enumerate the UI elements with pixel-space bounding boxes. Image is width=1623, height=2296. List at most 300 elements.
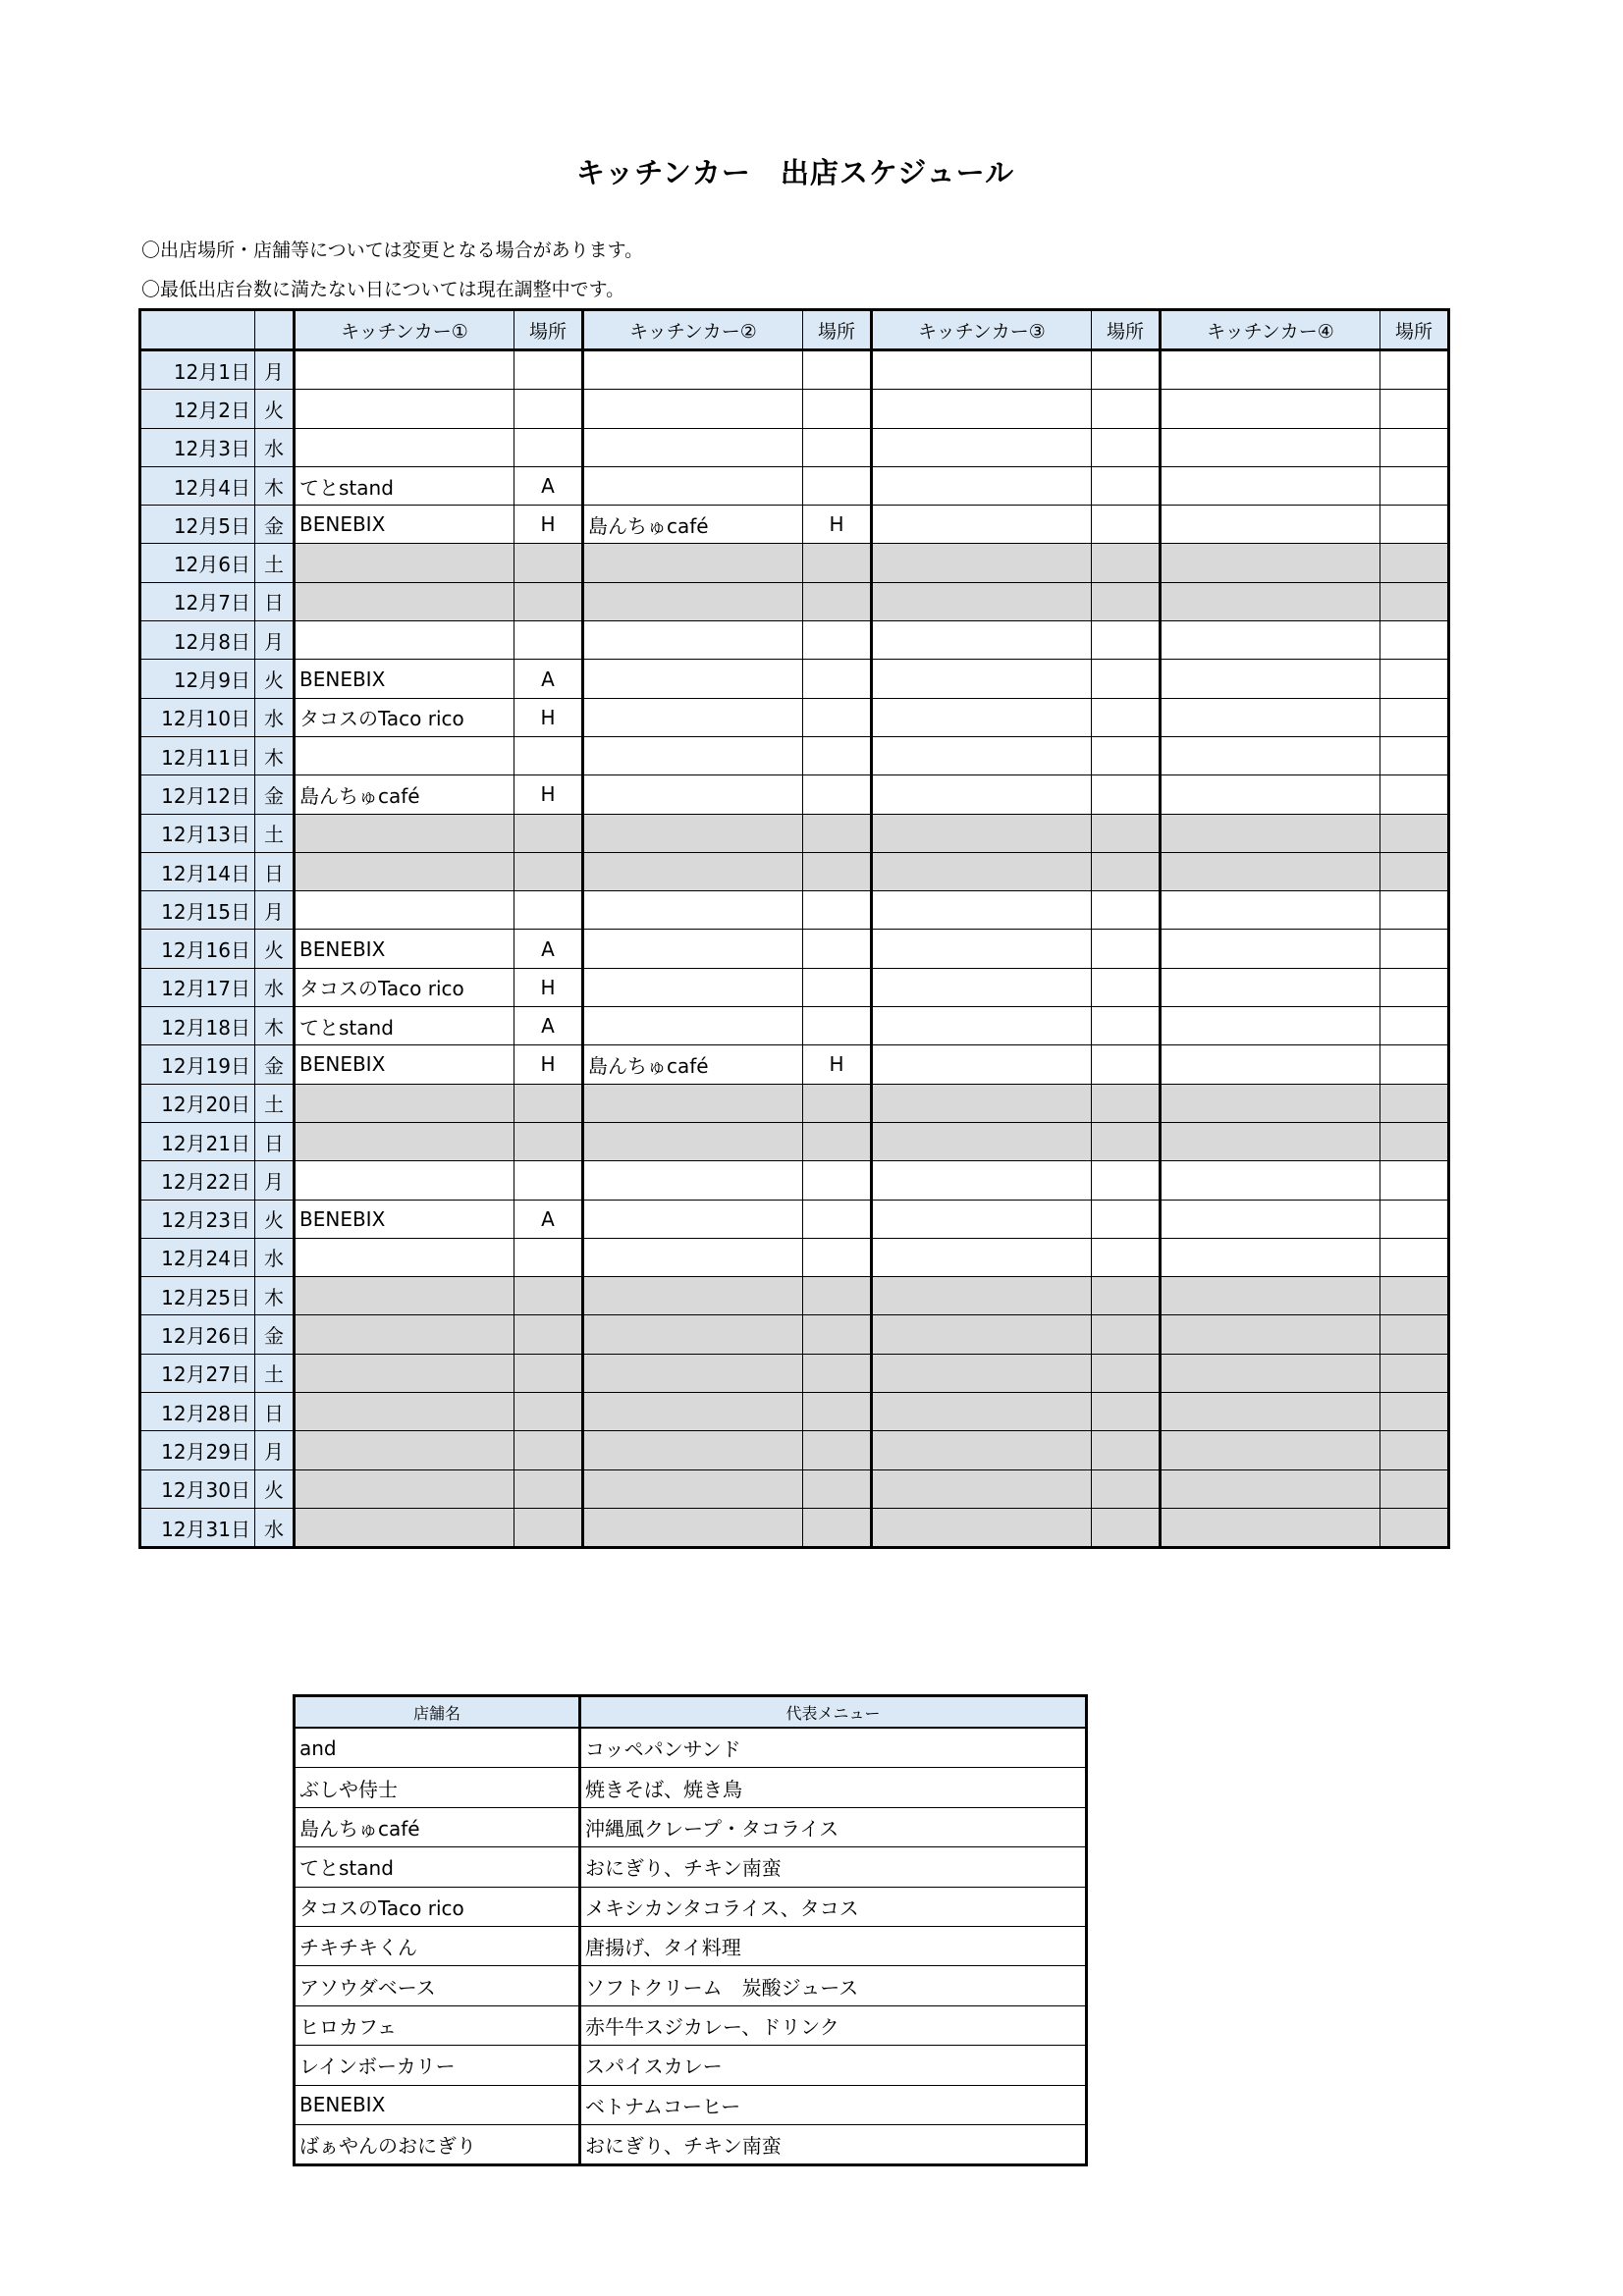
car1-store-cell: BENEBIX [295, 660, 514, 698]
schedule-row [140, 1277, 1449, 1315]
car2-place-cell [803, 350, 872, 390]
car4-place-cell [1380, 582, 1449, 620]
car1-store-cell [295, 1315, 514, 1354]
car4-place-cell [1380, 1393, 1449, 1431]
date-cell: 12月16日 [140, 930, 255, 968]
car3-place-cell [1092, 506, 1161, 544]
car4-store-cell [1161, 698, 1380, 736]
car2-store-cell: 島んちゅcafé [583, 506, 803, 544]
store-row [295, 1926, 1087, 1965]
car4-place-cell [1380, 1469, 1449, 1508]
car2-place-cell [803, 852, 872, 890]
car2-store-cell [583, 1354, 803, 1392]
car1-place-cell: H [514, 506, 583, 544]
store-menu-cell: 焼きそば、焼き鳥 [580, 1768, 1087, 1807]
car4-store-cell [1161, 582, 1380, 620]
car3-place-cell [1092, 1354, 1161, 1392]
car3-place-cell [1092, 350, 1161, 390]
weekday-cell: 日 [255, 1122, 295, 1160]
car3-place-cell [1092, 660, 1161, 698]
schedule-row [140, 660, 1449, 698]
car2-place-cell [803, 1315, 872, 1354]
car1-store-cell [295, 350, 514, 390]
car3-store-cell [872, 775, 1092, 814]
car3-store-cell [872, 736, 1092, 774]
car2-place-cell [803, 1007, 872, 1045]
weekday-cell: 日 [255, 852, 295, 890]
car1-place-cell [514, 1238, 583, 1276]
schedule-row [140, 1084, 1449, 1122]
car4-store-cell [1161, 1508, 1380, 1547]
car4-place-cell [1380, 930, 1449, 968]
car3-store-cell [872, 814, 1092, 852]
car1-store-cell: てとstand [295, 466, 514, 505]
page-title: キッチンカー 出店スケジュール [575, 156, 1015, 189]
date-cell: 12月31日 [140, 1508, 255, 1547]
weekday-cell: 木 [255, 466, 295, 505]
schedule-row [140, 621, 1449, 660]
store-row [295, 2046, 1087, 2085]
car2-store-cell [583, 1238, 803, 1276]
date-cell: 12月17日 [140, 968, 255, 1006]
store-name-cell: and [295, 1728, 580, 1768]
weekday-cell: 火 [255, 390, 295, 428]
schedule-table [138, 308, 1450, 1549]
date-cell: 12月25日 [140, 1277, 255, 1315]
store-name-cell: チキチキくん [295, 1926, 580, 1965]
car1-place-cell: A [514, 930, 583, 968]
car3-store-cell [872, 506, 1092, 544]
car1-store-cell [295, 1238, 514, 1276]
car2-store-cell: 島んちゅcafé [583, 1045, 803, 1084]
schedule-row [140, 1508, 1449, 1547]
car4-place-cell [1380, 1045, 1449, 1084]
car3-place-cell [1092, 930, 1161, 968]
car2-place-cell [803, 1354, 872, 1392]
car1-store-cell: BENEBIX [295, 1045, 514, 1084]
store-row [295, 1728, 1087, 1768]
car2-place-cell [803, 1200, 872, 1238]
car1-store-cell: 島んちゅcafé [295, 775, 514, 814]
car1-store-cell [295, 544, 514, 582]
weekday-cell: 水 [255, 1238, 295, 1276]
weekday-cell: 金 [255, 1045, 295, 1084]
header-car2: キッチンカー② [583, 310, 803, 350]
weekday-cell: 土 [255, 1084, 295, 1122]
car3-store-cell [872, 1469, 1092, 1508]
car4-place-cell [1380, 350, 1449, 390]
date-cell: 12月13日 [140, 814, 255, 852]
car1-store-cell [295, 390, 514, 428]
date-cell: 12月27日 [140, 1354, 255, 1392]
weekday-cell: 火 [255, 930, 295, 968]
weekday-cell: 水 [255, 698, 295, 736]
schedule-row [140, 582, 1449, 620]
car2-place-cell [803, 1393, 872, 1431]
car4-store-cell [1161, 1161, 1380, 1200]
car3-store-cell [872, 390, 1092, 428]
store-menu-cell: おにぎり、チキン南蛮 [580, 2124, 1087, 2164]
car4-place-cell [1380, 1508, 1449, 1547]
car1-store-cell [295, 621, 514, 660]
schedule-row [140, 891, 1449, 930]
header-car1: キッチンカー① [295, 310, 514, 350]
car4-place-cell [1380, 506, 1449, 544]
car1-place-cell [514, 390, 583, 428]
car4-store-cell [1161, 891, 1380, 930]
car2-store-cell [583, 1469, 803, 1508]
car2-store-cell [583, 466, 803, 505]
header-place2: 場所 [803, 310, 872, 350]
weekday-cell: 木 [255, 1277, 295, 1315]
car3-place-cell [1092, 1045, 1161, 1084]
note-location-change: 〇出店場所・店舗等については変更となる場合があります。 [141, 240, 644, 261]
schedule-row [140, 350, 1449, 390]
car1-store-cell [295, 1393, 514, 1431]
schedule-row [140, 466, 1449, 505]
car1-store-cell: てとstand [295, 1007, 514, 1045]
car4-store-cell [1161, 660, 1380, 698]
schedule-header-row [140, 310, 1449, 350]
car2-store-cell [583, 350, 803, 390]
date-cell: 12月1日 [140, 350, 255, 390]
date-cell: 12月5日 [140, 506, 255, 544]
schedule-row [140, 968, 1449, 1006]
car4-store-cell [1161, 736, 1380, 774]
date-cell: 12月22日 [140, 1161, 255, 1200]
car2-store-cell [583, 1431, 803, 1469]
car3-place-cell [1092, 1238, 1161, 1276]
car3-store-cell [872, 852, 1092, 890]
car1-place-cell: H [514, 775, 583, 814]
schedule-row [140, 1161, 1449, 1200]
car3-place-cell [1092, 1161, 1161, 1200]
car3-place-cell [1092, 1200, 1161, 1238]
car1-place-cell: H [514, 1045, 583, 1084]
car2-store-cell [583, 968, 803, 1006]
store-name-cell: レインボーカリー [295, 2046, 580, 2085]
car3-place-cell [1092, 891, 1161, 930]
car3-place-cell [1092, 1007, 1161, 1045]
store-menu-cell: スパイスカレー [580, 2046, 1087, 2085]
car1-place-cell [514, 1431, 583, 1469]
store-name-cell: ぶしや侍士 [295, 1768, 580, 1807]
car1-store-cell [295, 1431, 514, 1469]
store-menu-cell: 唐揚げ、タイ料理 [580, 1926, 1087, 1965]
car1-store-cell [295, 1161, 514, 1200]
car3-store-cell [872, 660, 1092, 698]
schedule-row [140, 1315, 1449, 1354]
car4-place-cell [1380, 428, 1449, 466]
date-cell: 12月23日 [140, 1200, 255, 1238]
car2-place-cell [803, 660, 872, 698]
car2-store-cell [583, 852, 803, 890]
car4-place-cell [1380, 1007, 1449, 1045]
store-row [295, 1847, 1087, 1887]
car2-place-cell [803, 544, 872, 582]
car1-store-cell [295, 1084, 514, 1122]
car2-store-cell [583, 698, 803, 736]
weekday-cell: 火 [255, 1200, 295, 1238]
date-cell: 12月24日 [140, 1238, 255, 1276]
weekday-cell: 日 [255, 582, 295, 620]
car2-store-cell [583, 621, 803, 660]
car1-store-cell [295, 582, 514, 620]
car4-store-cell [1161, 506, 1380, 544]
store-name-cell: アソウダベース [295, 1966, 580, 2005]
car2-store-cell [583, 1315, 803, 1354]
car4-place-cell [1380, 852, 1449, 890]
weekday-cell: 土 [255, 1354, 295, 1392]
car3-store-cell [872, 968, 1092, 1006]
car1-place-cell [514, 1469, 583, 1508]
car4-place-cell [1380, 621, 1449, 660]
store-menu-cell: ベトナムコーヒー [580, 2085, 1087, 2124]
store-row [295, 2085, 1087, 2124]
store-name-cell: BENEBIX [295, 2085, 580, 2124]
date-cell: 12月14日 [140, 852, 255, 890]
car3-place-cell [1092, 698, 1161, 736]
weekday-cell: 水 [255, 1508, 295, 1547]
car1-store-cell: BENEBIX [295, 930, 514, 968]
car3-store-cell [872, 891, 1092, 930]
car1-place-cell [514, 1122, 583, 1160]
car2-store-cell [583, 544, 803, 582]
car4-store-cell [1161, 852, 1380, 890]
car3-store-cell [872, 1161, 1092, 1200]
car3-place-cell [1092, 775, 1161, 814]
weekday-cell: 土 [255, 814, 295, 852]
note-minimum-cars: 〇最低出店台数に満たない日については現在調整中です。 [141, 279, 625, 300]
car3-store-cell [872, 428, 1092, 466]
car3-place-cell [1092, 428, 1161, 466]
car3-place-cell [1092, 621, 1161, 660]
car4-store-cell [1161, 1007, 1380, 1045]
store-menu-cell: メキシカンタコライス、タコス [580, 1887, 1087, 1926]
car3-store-cell [872, 582, 1092, 620]
schedule-row [140, 390, 1449, 428]
weekday-cell: 木 [255, 1007, 295, 1045]
store-row [295, 1887, 1087, 1926]
car2-place-cell [803, 736, 872, 774]
car2-place-cell [803, 1084, 872, 1122]
car1-place-cell: A [514, 1200, 583, 1238]
date-cell: 12月3日 [140, 428, 255, 466]
header-store-name: 店舗名 [295, 1696, 580, 1729]
car2-place-cell: H [803, 1045, 872, 1084]
car3-place-cell [1092, 1315, 1161, 1354]
car2-place-cell [803, 814, 872, 852]
car2-store-cell [583, 1200, 803, 1238]
car2-place-cell [803, 1161, 872, 1200]
car3-store-cell [872, 1431, 1092, 1469]
car4-store-cell [1161, 1315, 1380, 1354]
car2-place-cell [803, 775, 872, 814]
car3-store-cell [872, 1277, 1092, 1315]
car1-store-cell [295, 1122, 514, 1160]
store-row [295, 1768, 1087, 1807]
car2-store-cell [583, 814, 803, 852]
store-name-cell: ばぁやんのおにぎり [295, 2124, 580, 2164]
header-car3: キッチンカー③ [872, 310, 1092, 350]
car2-place-cell [803, 1469, 872, 1508]
car2-place-cell [803, 621, 872, 660]
weekday-cell: 木 [255, 736, 295, 774]
car4-store-cell [1161, 1354, 1380, 1392]
car3-place-cell [1092, 582, 1161, 620]
car4-place-cell [1380, 466, 1449, 505]
car2-store-cell [583, 775, 803, 814]
car4-store-cell [1161, 1084, 1380, 1122]
car1-place-cell [514, 428, 583, 466]
car1-store-cell [295, 1469, 514, 1508]
car1-store-cell: タコスのTaco rico [295, 968, 514, 1006]
car4-store-cell [1161, 930, 1380, 968]
car4-store-cell [1161, 350, 1380, 390]
car4-place-cell [1380, 698, 1449, 736]
car1-store-cell [295, 1508, 514, 1547]
car3-store-cell [872, 1122, 1092, 1160]
header-place3: 場所 [1092, 310, 1161, 350]
car4-place-cell [1380, 1354, 1449, 1392]
car2-store-cell [583, 1508, 803, 1547]
car2-store-cell [583, 930, 803, 968]
car2-place-cell [803, 1238, 872, 1276]
car4-store-cell [1161, 1045, 1380, 1084]
car4-place-cell [1380, 968, 1449, 1006]
car4-place-cell [1380, 736, 1449, 774]
car1-place-cell [514, 1393, 583, 1431]
date-cell: 12月8日 [140, 621, 255, 660]
car4-place-cell [1380, 814, 1449, 852]
car1-store-cell [295, 1354, 514, 1392]
header-menu: 代表メニュー [580, 1696, 1087, 1729]
schedule-row [140, 428, 1449, 466]
car2-store-cell [583, 736, 803, 774]
car2-store-cell [583, 390, 803, 428]
car3-store-cell [872, 1315, 1092, 1354]
schedule-row [140, 775, 1449, 814]
car1-place-cell [514, 852, 583, 890]
date-cell: 12月29日 [140, 1431, 255, 1469]
schedule-row [140, 1007, 1449, 1045]
car1-store-cell [295, 1277, 514, 1315]
store-row [295, 1966, 1087, 2005]
car3-place-cell [1092, 390, 1161, 428]
car4-place-cell [1380, 390, 1449, 428]
weekday-cell: 水 [255, 968, 295, 1006]
car2-place-cell [803, 1431, 872, 1469]
car3-place-cell [1092, 544, 1161, 582]
car1-place-cell: A [514, 466, 583, 505]
car3-place-cell [1092, 1431, 1161, 1469]
car1-place-cell [514, 736, 583, 774]
date-cell: 12月4日 [140, 466, 255, 505]
car4-place-cell [1380, 1161, 1449, 1200]
car1-place-cell [514, 1354, 583, 1392]
weekday-cell: 土 [255, 544, 295, 582]
car2-store-cell [583, 1007, 803, 1045]
store-menu-cell: 赤牛牛スジカレー、ドリンク [580, 2005, 1087, 2045]
car3-place-cell [1092, 1508, 1161, 1547]
store-menu-cell: おにぎり、チキン南蛮 [580, 1847, 1087, 1887]
header-car4: キッチンカー④ [1161, 310, 1380, 350]
car1-place-cell: H [514, 698, 583, 736]
car2-place-cell [803, 891, 872, 930]
car1-place-cell [514, 621, 583, 660]
weekday-cell: 火 [255, 1469, 295, 1508]
car3-place-cell [1092, 1393, 1161, 1431]
store-menu-cell: 沖縄風クレープ・タコライス [580, 1807, 1087, 1846]
weekday-cell: 月 [255, 350, 295, 390]
car3-store-cell [872, 1393, 1092, 1431]
date-cell: 12月6日 [140, 544, 255, 582]
car4-store-cell [1161, 814, 1380, 852]
date-cell: 12月10日 [140, 698, 255, 736]
weekday-cell: 月 [255, 1161, 295, 1200]
car4-place-cell [1380, 1315, 1449, 1354]
store-row [295, 2124, 1087, 2164]
car3-store-cell [872, 1045, 1092, 1084]
schedule-row [140, 1238, 1449, 1276]
car3-place-cell [1092, 736, 1161, 774]
car3-store-cell [872, 1354, 1092, 1392]
car1-place-cell [514, 544, 583, 582]
car2-place-cell [803, 698, 872, 736]
car4-store-cell [1161, 1122, 1380, 1160]
weekday-cell: 火 [255, 660, 295, 698]
car4-place-cell [1380, 1122, 1449, 1160]
date-cell: 12月26日 [140, 1315, 255, 1354]
car1-place-cell [514, 1315, 583, 1354]
car1-place-cell [514, 350, 583, 390]
car2-store-cell [583, 660, 803, 698]
schedule-row [140, 506, 1449, 544]
car1-store-cell [295, 736, 514, 774]
car1-place-cell: A [514, 1007, 583, 1045]
car1-place-cell: A [514, 660, 583, 698]
car4-store-cell [1161, 968, 1380, 1006]
weekday-cell: 水 [255, 428, 295, 466]
car3-store-cell [872, 1238, 1092, 1276]
car4-place-cell [1380, 775, 1449, 814]
car1-store-cell [295, 891, 514, 930]
date-cell: 12月20日 [140, 1084, 255, 1122]
weekday-cell: 月 [255, 1431, 295, 1469]
weekday-cell: 月 [255, 891, 295, 930]
car4-place-cell [1380, 1431, 1449, 1469]
car2-place-cell [803, 466, 872, 505]
date-cell: 12月2日 [140, 390, 255, 428]
store-name-cell: 島んちゅcafé [295, 1807, 580, 1846]
car4-place-cell [1380, 1277, 1449, 1315]
car2-place-cell [803, 930, 872, 968]
car1-place-cell [514, 814, 583, 852]
car1-store-cell: タコスのTaco rico [295, 698, 514, 736]
car4-store-cell [1161, 1431, 1380, 1469]
car1-store-cell [295, 814, 514, 852]
car4-place-cell [1380, 1084, 1449, 1122]
car4-place-cell [1380, 544, 1449, 582]
date-cell: 12月30日 [140, 1469, 255, 1508]
car1-place-cell: H [514, 968, 583, 1006]
car2-store-cell [583, 582, 803, 620]
car1-store-cell: BENEBIX [295, 506, 514, 544]
store-row [295, 1807, 1087, 1846]
weekday-cell: 月 [255, 621, 295, 660]
car2-store-cell [583, 428, 803, 466]
schedule-row [140, 736, 1449, 774]
